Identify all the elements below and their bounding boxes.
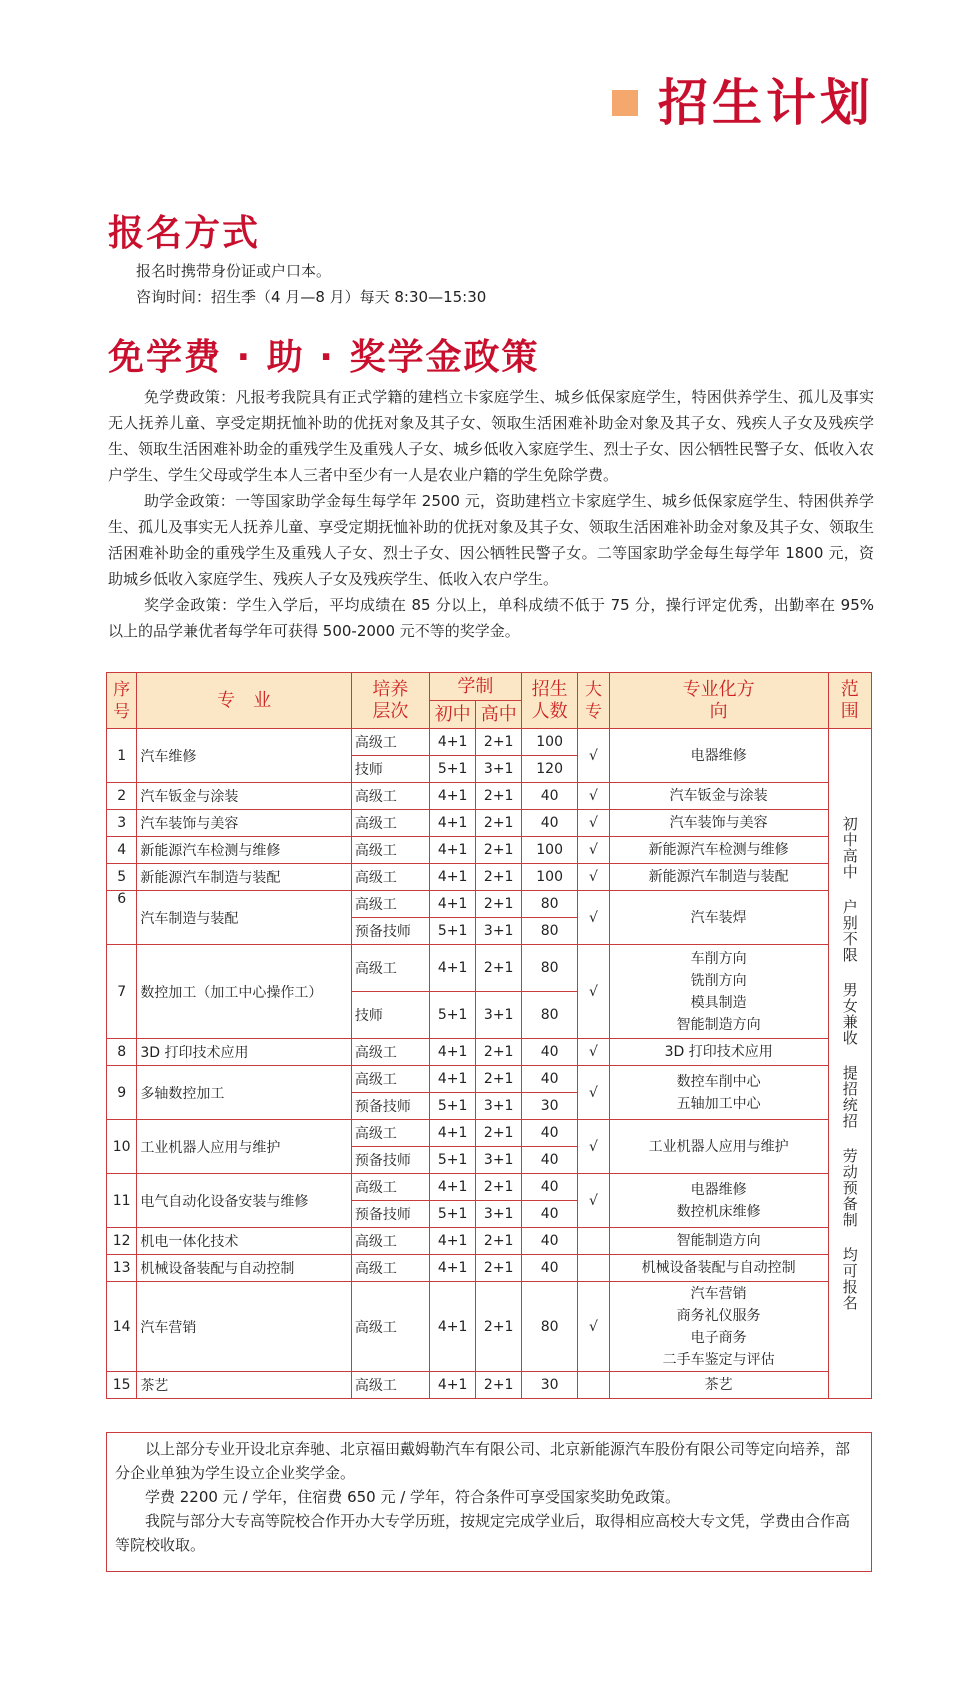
cell-direction (609, 1039, 828, 1066)
table-row (107, 891, 872, 918)
cell-level: 高级工 (351, 1174, 429, 1201)
cell-level: 预备技师 (351, 1093, 429, 1120)
cell-quota: 100 (521, 729, 577, 756)
cell-senior: 2+1 (476, 729, 522, 756)
enrollment-line-2: 咨询时间：招生季（4 月—8 月）每天 8:30—15:30 (136, 288, 487, 306)
direction-line: 电器维修 (690, 1181, 747, 1198)
policy-paragraph-scholarship: 奖学金政策：学生入学后，平均成绩在 85 分以上，单科成绩不低于 75 分，操行评定优秀，出勤率在 95% 以上的品学兼优者每学年可获得 500-2000 元不等的奖学金。 (108, 596, 874, 640)
cell-level: 高级工 (351, 810, 429, 837)
cell-major: 新能源汽车检测与维修 (137, 837, 352, 864)
cell-college (578, 1255, 609, 1282)
cell-seq: 5 (107, 864, 137, 891)
cell-major: 汽车钣金与涂装 (137, 783, 352, 810)
policy-paragraph-grant: 助学金政策：一等国家助学金每生每学年 2500 元，资助建档立卡家庭学生、城乡低保家庭学生、特困供养学生、孤儿及事实无人抚养儿童、享受定期抚恤补助的优抚对象及其子女、领取生活困难补助金对象及其子女、领取生活困难补助金的重残学生及重残人子女、烈士子女、因公牺牲民警子女。二等国家助学金每生每学年 1800 元，资助城乡低收入家庭学生、残疾人子女及残疾学生、低收入农户学生。 (108, 492, 874, 588)
table-row (107, 1255, 872, 1282)
cell-quota: 40 (521, 1201, 577, 1228)
cell-senior: 2+1 (476, 810, 522, 837)
header-seq: 序号 (107, 673, 137, 729)
cell-quota: 120 (521, 756, 577, 783)
table-row (107, 1120, 872, 1147)
cell-junior: 4+1 (429, 810, 476, 837)
cell-direction (609, 891, 828, 945)
cell-major: 3D 打印技术应用 (137, 1039, 352, 1066)
title-square-icon (612, 90, 638, 116)
cell-senior: 3+1 (476, 1147, 522, 1174)
cell-senior: 2+1 (476, 1228, 522, 1255)
cell-senior: 2+1 (476, 945, 522, 992)
cell-junior: 4+1 (429, 945, 476, 992)
direction-line: 智能制造方向 (676, 1016, 761, 1033)
cell-direction (609, 1066, 828, 1120)
cell-quota: 40 (521, 1120, 577, 1147)
cell-junior: 4+1 (429, 864, 476, 891)
direction-line: 机械设备装配与自动控制 (641, 1260, 796, 1276)
cell-college: √ (578, 1066, 609, 1120)
cell-junior: 4+1 (429, 1174, 476, 1201)
cell-junior: 5+1 (429, 918, 476, 945)
cell-junior: 4+1 (429, 1228, 476, 1255)
cell-level: 高级工 (351, 729, 429, 756)
cell-junior: 4+1 (429, 1066, 476, 1093)
cell-seq: 11 (107, 1174, 137, 1228)
cell-major: 汽车装饰与美容 (137, 810, 352, 837)
cell-seq: 2 (107, 783, 137, 810)
cell-level: 高级工 (351, 891, 429, 918)
policy-body (108, 384, 874, 644)
direction-line: 数控机床维修 (676, 1203, 761, 1220)
cell-seq: 6 (107, 891, 137, 945)
cell-junior: 5+1 (429, 1201, 476, 1228)
cell-quota: 40 (521, 783, 577, 810)
cell-direction (609, 1282, 828, 1372)
cell-quota: 80 (521, 1282, 577, 1372)
table-row (107, 810, 872, 837)
direction-line: 电器维修 (690, 747, 747, 764)
cell-major: 机械设备装配与自动控制 (137, 1255, 352, 1282)
cell-junior: 4+1 (429, 1120, 476, 1147)
direction-line: 智能制造方向 (676, 1233, 761, 1249)
cell-senior: 3+1 (476, 756, 522, 783)
cell-senior: 2+1 (476, 1282, 522, 1372)
cell-seq: 1 (107, 729, 137, 783)
cell-college: √ (578, 1039, 609, 1066)
page-title: 招生计划 (658, 74, 874, 132)
cell-direction (609, 945, 828, 1039)
cell-direction (609, 1372, 828, 1399)
cell-seq: 12 (107, 1228, 137, 1255)
header-senior: 高中 (476, 701, 522, 729)
cell-major: 新能源汽车制造与装配 (137, 864, 352, 891)
cell-major: 机电一体化技术 (137, 1228, 352, 1255)
cell-direction (609, 837, 828, 864)
direction-line: 汽车营销 (690, 1285, 747, 1302)
cell-level: 高级工 (351, 1255, 429, 1282)
cell-senior: 2+1 (476, 864, 522, 891)
table-row (107, 1066, 872, 1093)
cell-quota: 40 (521, 1174, 577, 1201)
cell-level: 预备技师 (351, 918, 429, 945)
cell-senior: 2+1 (476, 783, 522, 810)
cell-direction (609, 729, 828, 783)
header-junior: 初中 (429, 701, 476, 729)
direction-line: 新能源汽车制造与装配 (648, 869, 789, 885)
cell-direction (609, 1174, 828, 1228)
direction-line: 茶艺 (704, 1377, 733, 1393)
cell-senior: 2+1 (476, 1066, 522, 1093)
table-row (107, 837, 872, 864)
cell-senior: 3+1 (476, 1093, 522, 1120)
cell-direction (609, 1120, 828, 1174)
cell-junior: 4+1 (429, 729, 476, 756)
enrollment-table (106, 672, 872, 1399)
direction-line: 五轴加工中心 (676, 1095, 761, 1112)
cell-seq: 9 (107, 1066, 137, 1120)
header-college: 大专 (578, 673, 609, 729)
policy-paragraph-tuition: 免学费政策：凡报考我院具有正式学籍的建档立卡家庭学生、城乡低保家庭学生，特困供养学生、孤儿及事实无人抚养儿童、享受定期抚恤补助的优抚对象及其子女、领取生活困难补助金对象及其子女、残疾人子女及残疾学生、领取生活困难补助金的重残学生及重残人子女、城乡低收入家庭学生、烈士子女、因公牺牲民警子女、低收入农户学生、学生父母或学生本人三者中至少有一人是农业户籍的学生免除学费。 (108, 388, 874, 484)
cell-senior: 3+1 (476, 1201, 522, 1228)
direction-line: 电子商务 (690, 1329, 747, 1346)
cell-level: 技师 (351, 756, 429, 783)
cell-quota: 40 (521, 1039, 577, 1066)
cell-level: 预备技师 (351, 1201, 429, 1228)
header-quota: 招生人数 (521, 673, 577, 729)
cell-senior: 2+1 (476, 1039, 522, 1066)
page-header (612, 74, 874, 132)
table-row (107, 1372, 872, 1399)
cell-college: √ (578, 810, 609, 837)
cell-direction (609, 864, 828, 891)
direction-line: 工业机器人应用与维护 (648, 1138, 789, 1155)
cell-senior: 2+1 (476, 837, 522, 864)
cell-junior: 4+1 (429, 1039, 476, 1066)
cell-level: 高级工 (351, 1372, 429, 1399)
cell-level: 高级工 (351, 1228, 429, 1255)
cell-level: 高级工 (351, 864, 429, 891)
cell-college: √ (578, 729, 609, 783)
cell-junior: 4+1 (429, 1282, 476, 1372)
enrollment-line-1: 报名时携带身份证或户口本。 (136, 262, 332, 280)
cell-seq: 13 (107, 1255, 137, 1282)
cell-college: √ (578, 945, 609, 1039)
cell-college: √ (578, 891, 609, 945)
cell-quota: 30 (521, 1093, 577, 1120)
table-row (107, 729, 872, 756)
cell-quota: 80 (521, 918, 577, 945)
table-row (107, 1228, 872, 1255)
cell-quota: 40 (521, 1066, 577, 1093)
direction-line: 商务礼仪服务 (676, 1307, 761, 1324)
cell-college: √ (578, 1282, 609, 1372)
cell-major: 数控加工（加工中心操作工） (137, 945, 352, 1039)
cell-direction (609, 810, 828, 837)
enrollment-heading: 报名方式 (108, 213, 261, 254)
cell-junior: 5+1 (429, 756, 476, 783)
cell-college: √ (578, 864, 609, 891)
cell-college: √ (578, 837, 609, 864)
cell-quota: 30 (521, 1372, 577, 1399)
table-row (107, 1039, 872, 1066)
cell-college: √ (578, 1174, 609, 1228)
cell-senior: 2+1 (476, 1174, 522, 1201)
direction-line: 汽车装焊 (690, 909, 747, 926)
cell-level: 高级工 (351, 945, 429, 992)
cell-level: 高级工 (351, 837, 429, 864)
cell-junior: 4+1 (429, 783, 476, 810)
cell-level: 高级工 (351, 1066, 429, 1093)
cell-college (578, 1372, 609, 1399)
scope-text: 初中高中 户别不限 男女兼收 提招统招 劳动预备制 均可报名 (840, 816, 859, 1311)
cell-seq: 7 (107, 945, 137, 1039)
cell-direction (609, 1255, 828, 1282)
cell-junior: 4+1 (429, 1372, 476, 1399)
cell-quota: 80 (521, 992, 577, 1039)
cell-major: 工业机器人应用与维护 (137, 1120, 352, 1174)
direction-line: 二手车鉴定与评估 (662, 1351, 775, 1368)
cell-major: 多轴数控加工 (137, 1066, 352, 1120)
policy-heading: 免学费 · 助 · 奖学金政策 (108, 337, 540, 378)
cell-junior: 4+1 (429, 891, 476, 918)
header-level: 培养层次 (351, 673, 429, 729)
direction-line: 新能源汽车检测与维修 (648, 842, 789, 858)
cell-direction (609, 1228, 828, 1255)
cell-junior: 5+1 (429, 992, 476, 1039)
cell-junior: 4+1 (429, 1255, 476, 1282)
cell-college (578, 1228, 609, 1255)
table-row (107, 1282, 872, 1372)
cell-junior: 5+1 (429, 1093, 476, 1120)
header-scope: 范围 (828, 673, 871, 729)
cell-junior: 4+1 (429, 837, 476, 864)
table-row (107, 1174, 872, 1201)
cell-quota: 100 (521, 837, 577, 864)
cell-direction (609, 783, 828, 810)
cell-seq: 4 (107, 837, 137, 864)
direction-line: 模具制造 (690, 994, 747, 1011)
direction-line: 3D 打印技术应用 (664, 1044, 773, 1060)
cell-major: 电气自动化设备安装与维修 (137, 1174, 352, 1228)
cell-seq: 8 (107, 1039, 137, 1066)
cell-junior: 5+1 (429, 1147, 476, 1174)
direction-line: 车削方向 (690, 950, 747, 967)
cell-quota: 40 (521, 1147, 577, 1174)
cell-scope (828, 729, 871, 1399)
cell-level: 高级工 (351, 1282, 429, 1372)
cell-major: 汽车维修 (137, 729, 352, 783)
header-major: 专 业 (137, 673, 352, 729)
header-duration: 学制 (429, 673, 521, 701)
cell-quota: 40 (521, 810, 577, 837)
cell-seq: 14 (107, 1282, 137, 1372)
notes-box (106, 1432, 872, 1572)
cell-quota: 40 (521, 1255, 577, 1282)
cell-level: 技师 (351, 992, 429, 1039)
cell-quota: 80 (521, 945, 577, 992)
cell-level: 预备技师 (351, 1147, 429, 1174)
direction-line: 汽车装饰与美容 (669, 815, 768, 831)
table-row (107, 864, 872, 891)
cell-senior: 2+1 (476, 1372, 522, 1399)
header-direction: 专业化方向 (609, 673, 828, 729)
table-row (107, 945, 872, 992)
direction-line: 铣削方向 (690, 972, 747, 989)
cell-senior: 3+1 (476, 918, 522, 945)
cell-level: 高级工 (351, 1039, 429, 1066)
cell-level: 高级工 (351, 783, 429, 810)
cell-quota: 80 (521, 891, 577, 918)
table-body (107, 729, 872, 1399)
note-3: 我院与部分大专高等院校合作开办大专学历班，按规定完成学业后，取得相应高校大专文凭，学费由合作高等院校收取。 (115, 1512, 851, 1554)
cell-college: √ (578, 783, 609, 810)
cell-major: 汽车营销 (137, 1282, 352, 1372)
note-1: 以上部分专业开设北京奔驰、北京福田戴姆勒汽车有限公司、北京新能源汽车股份有限公司等定向培养，部分企业单独为学生设立企业奖学金。 (115, 1440, 851, 1482)
cell-senior: 2+1 (476, 1255, 522, 1282)
cell-seq: 15 (107, 1372, 137, 1399)
direction-line: 数控车削中心 (676, 1073, 761, 1090)
cell-quota: 40 (521, 1228, 577, 1255)
cell-seq: 3 (107, 810, 137, 837)
table-row (107, 783, 872, 810)
direction-line: 汽车钣金与涂装 (669, 788, 768, 804)
cell-seq: 10 (107, 1120, 137, 1174)
cell-senior: 2+1 (476, 891, 522, 918)
cell-senior: 3+1 (476, 992, 522, 1039)
cell-senior: 2+1 (476, 1120, 522, 1147)
cell-quota: 100 (521, 864, 577, 891)
note-2: 学费 2200 元 / 学年，住宿费 650 元 / 学年，符合条件可享受国家奖助免政策。 (145, 1488, 681, 1506)
cell-major: 汽车制造与装配 (137, 891, 352, 945)
cell-major: 茶艺 (137, 1372, 352, 1399)
cell-college: √ (578, 1120, 609, 1174)
cell-level: 高级工 (351, 1120, 429, 1147)
